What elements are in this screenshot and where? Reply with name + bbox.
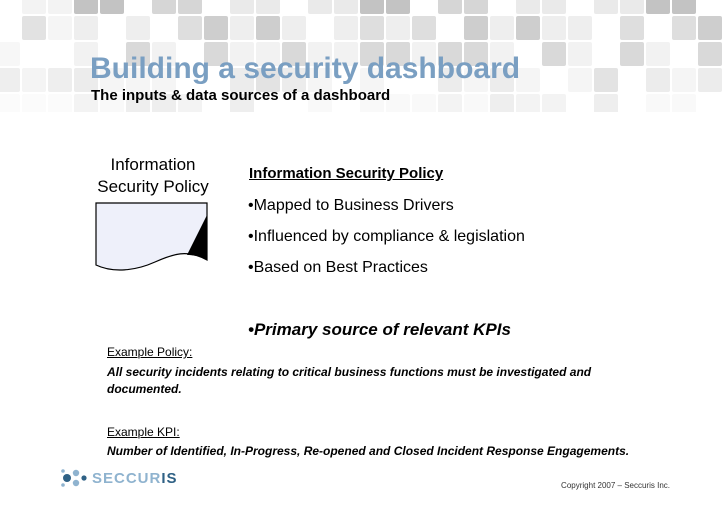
mosaic-square bbox=[568, 42, 592, 66]
mosaic-square bbox=[620, 16, 644, 40]
bullet-primary-source-kpis: •Primary source of relevant KPIs bbox=[248, 320, 511, 339]
example-policy-text: All security incidents relating to critical business functions must be investigated and documented. bbox=[107, 365, 592, 396]
mosaic-square bbox=[204, 16, 228, 40]
mosaic-square bbox=[646, 42, 670, 66]
mosaic-square bbox=[516, 0, 540, 14]
example-kpi-text: Number of Identified, In-Progress, Re-opened and Closed Incident Response Engagements. bbox=[107, 444, 630, 458]
bullet-compliance-legislation: •Influenced by compliance & legislation bbox=[248, 228, 525, 245]
mosaic-square bbox=[334, 16, 358, 40]
mosaic-square bbox=[412, 16, 436, 40]
mosaic-square bbox=[0, 42, 20, 66]
mosaic-square bbox=[22, 16, 46, 40]
mosaic-square bbox=[308, 0, 332, 14]
example-policy-label: Example Policy: bbox=[107, 345, 193, 359]
mosaic-square bbox=[464, 94, 488, 112]
mosaic-square bbox=[542, 16, 566, 40]
mosaic-square bbox=[22, 94, 46, 112]
mosaic-square bbox=[542, 42, 566, 66]
mosaic-square bbox=[464, 0, 488, 14]
mosaic-square bbox=[126, 16, 150, 40]
slide-subtitle: The inputs & data sources of a dashboard bbox=[91, 87, 391, 104]
mosaic-square bbox=[386, 0, 410, 14]
mosaic-square bbox=[542, 94, 566, 112]
mosaic-square bbox=[490, 16, 514, 40]
mosaic-square bbox=[282, 16, 306, 40]
mosaic-square bbox=[22, 68, 46, 92]
mosaic-square bbox=[646, 0, 670, 14]
mosaic-square bbox=[48, 16, 72, 40]
mosaic-square bbox=[74, 16, 98, 40]
mosaic-square bbox=[698, 42, 722, 66]
bullet-best-practices: •Based on Best Practices bbox=[248, 259, 428, 276]
logo-wordmark bbox=[92, 470, 178, 487]
document-shape-icon bbox=[95, 202, 209, 274]
mosaic-square bbox=[48, 68, 72, 92]
mosaic-square bbox=[412, 94, 436, 112]
mosaic-square bbox=[542, 0, 566, 14]
mosaic-square bbox=[230, 0, 254, 14]
mosaic-square bbox=[516, 16, 540, 40]
mosaic-square bbox=[672, 16, 696, 40]
bullet-mapped-business-drivers: •Mapped to Business Drivers bbox=[248, 197, 454, 214]
mosaic-square bbox=[386, 16, 410, 40]
logo-molecule-icon bbox=[60, 467, 88, 489]
mosaic-square bbox=[230, 16, 254, 40]
mosaic-square bbox=[698, 16, 722, 40]
policy-heading: Information Security Policy bbox=[249, 165, 444, 182]
example-kpi-label: Example KPI: bbox=[107, 425, 180, 439]
mosaic-square bbox=[48, 94, 72, 112]
mosaic-square bbox=[568, 16, 592, 40]
mosaic-square bbox=[360, 16, 384, 40]
seccuris-logo bbox=[60, 467, 178, 489]
mosaic-square bbox=[672, 94, 696, 112]
mosaic-square bbox=[646, 68, 670, 92]
mosaic-square bbox=[0, 94, 20, 112]
mosaic-square bbox=[0, 68, 20, 92]
mosaic-square bbox=[620, 42, 644, 66]
mosaic-square bbox=[438, 94, 462, 112]
mosaic-square bbox=[698, 68, 722, 92]
mosaic-square bbox=[74, 0, 98, 14]
mosaic-square bbox=[568, 68, 592, 92]
mosaic-square bbox=[672, 0, 696, 14]
mosaic-square bbox=[594, 68, 618, 92]
mosaic-square bbox=[360, 0, 384, 14]
mosaic-square bbox=[334, 0, 358, 14]
mosaic-square bbox=[152, 0, 176, 14]
copyright-notice: Copyright 2007 – Seccuris Inc. bbox=[561, 481, 670, 490]
mosaic-square bbox=[438, 0, 462, 14]
mosaic-square bbox=[516, 94, 540, 112]
mosaic-square bbox=[594, 94, 618, 112]
logo-wordmark-part2: IS bbox=[161, 469, 178, 487]
mosaic-square bbox=[22, 0, 46, 14]
mosaic-square bbox=[256, 16, 280, 40]
mosaic-square bbox=[672, 68, 696, 92]
logo-wordmark-part1: SECCUR bbox=[92, 469, 162, 487]
mosaic-square bbox=[464, 16, 488, 40]
mosaic-square bbox=[490, 94, 514, 112]
mosaic-square bbox=[594, 0, 618, 14]
mosaic-square bbox=[178, 16, 202, 40]
document-shape-label: Information Security Policy bbox=[97, 155, 209, 196]
mosaic-square bbox=[646, 94, 670, 112]
slide-title: Building a security dashboard bbox=[90, 52, 521, 85]
mosaic-square bbox=[48, 0, 72, 14]
mosaic-square bbox=[620, 0, 644, 14]
mosaic-square bbox=[256, 0, 280, 14]
mosaic-square bbox=[100, 0, 124, 14]
mosaic-square bbox=[178, 0, 202, 14]
